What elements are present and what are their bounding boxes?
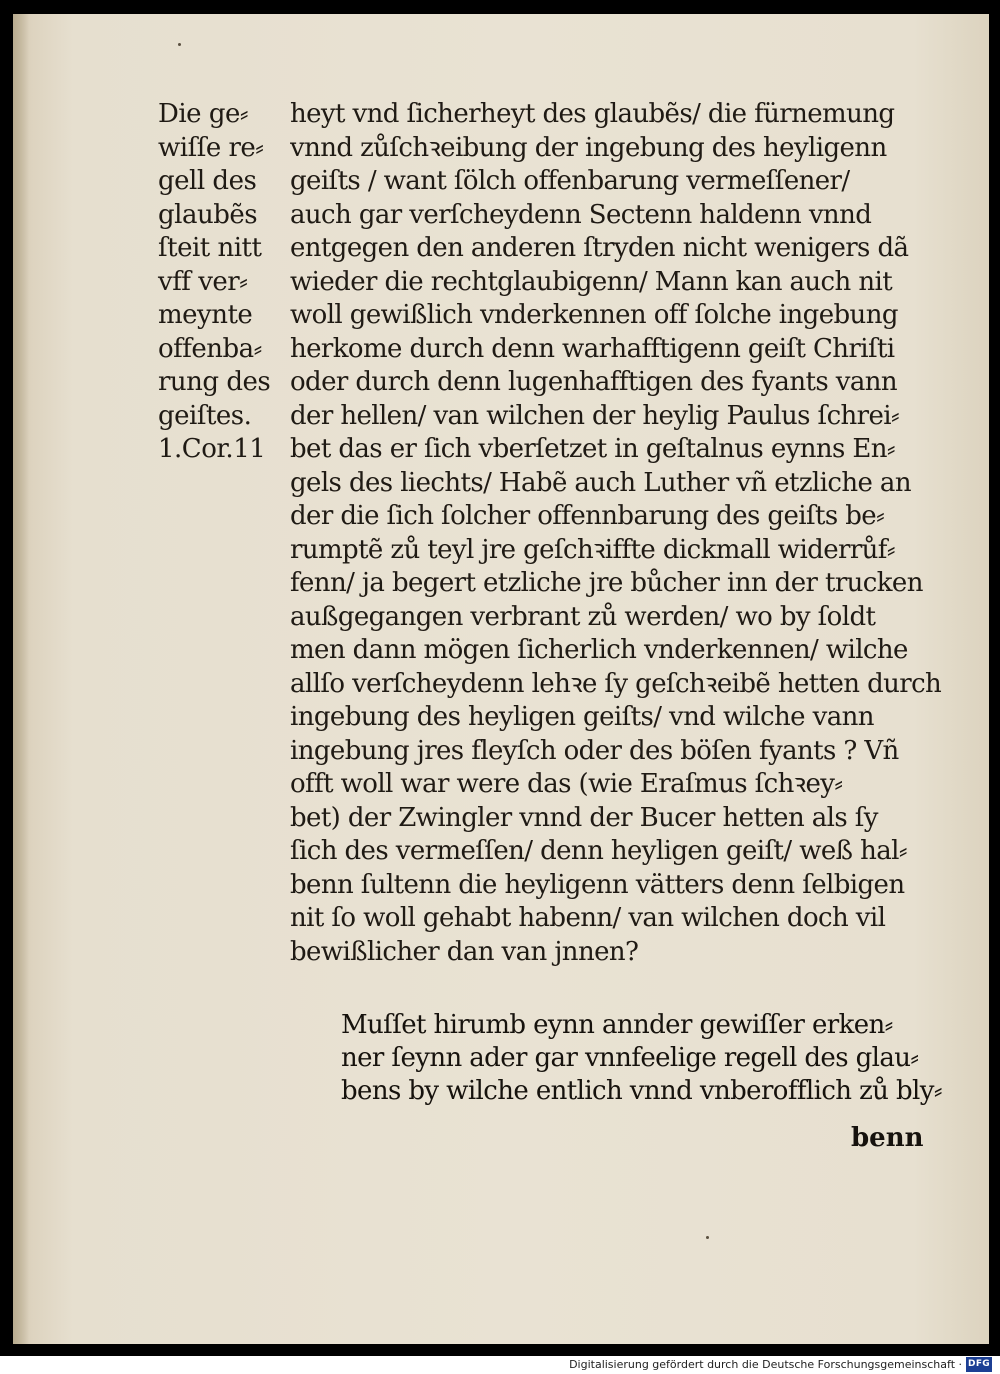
text-line: nit ſo woll gehabt habenn/ van wilchen doch vil [290,903,886,933]
text-line: heyt vnd ſicherheyt des glaubẽs/ die fürnemung [290,99,895,129]
gutter-shade [13,14,29,1344]
margin-note-line: ſteit nitt [158,233,262,263]
catchword: benn [851,1123,924,1153]
footer-credit: Digitalisierung gefördert durch die Deutsche Forschungsgemeinschaft · [569,1358,962,1371]
margin-note-line: meynte [158,300,253,330]
heading-line: Muſſet hirumb eynn annder gewiſſer erken⸗ [341,1010,893,1040]
text-line: bet das er ſich vberſetzet in geſtalnus eynns En⸗ [290,434,895,464]
margin-note-line: 1.Cor.11 [158,434,266,464]
book-page [13,14,989,1344]
margin-note-line: glaubẽs [158,199,258,230]
margin-note-line: vff ver⸗ [158,266,248,297]
margin-note-line: geiſtes. [158,400,252,431]
text-line: entgegen den anderen ſtryden nicht wenigers dã [290,233,909,263]
text-line: wieder die rechtglaubigenn/ Mann kan auch nit [290,266,893,297]
text-line: herkome durch denn warhafftigenn geiſt Chriſti [290,333,895,364]
text-line: bewißlicher dan van jnnen? [290,936,639,967]
margin-note-line: wiſſe re⸗ [158,132,264,163]
text-line: der hellen/ van wilchen der heylig Paulus ſchrei⸗ [290,400,900,431]
heading-line: ner ſeynn ader gar vnnfeelige regell des glau⸗ [341,1043,919,1073]
margin-note-line: Die ge⸗ [158,99,249,129]
text-line: bet) der Zwingler vnnd der Bucer hetten als ſy [290,802,878,833]
body-text [290,98,960,969]
text-line: geiſts / want ſölch offenbarung vermeſſener/ [290,166,850,196]
text-line: rumptẽ zů teyl jre geſchꝛiffte dickmall widerrůf⸗ [290,534,895,565]
text-line: fenn/ ja begert etzliche jre bůcher inn der trucken [290,568,923,598]
heading-paragraph [341,1009,961,1108]
text-line: ingebung des heyligen geiſts/ vnd wilche vann [290,702,874,732]
text-line: benn ſultenn die heyligenn vätters denn ſelbigen [290,869,905,900]
heading-line: bens by wilche entlich vnnd vnberofflich zů bly⸗ [341,1076,942,1106]
text-line: allſo verſcheydenn lehꝛe ſy geſchꝛeibẽ hetten durch [290,668,942,699]
paper-speck [706,1236,709,1239]
text-line: ſich des vermeſſen/ denn heyligen geiſt/ weß hal⸗ [290,836,907,866]
dfg-logo-icon: DFG [966,1357,992,1372]
text-line: woll gewißlich vnderkennen off ſolche ingebung [290,300,898,330]
text-line: gels des liechts/ Habẽ auch Luther vñ etzliche an [290,467,911,498]
margin-note-line: offenba⸗ [158,333,262,364]
text-line: der die ſich ſolcher offennbarung des geiſts be⸗ [290,501,885,531]
paper-speck [178,43,181,46]
margin-note [158,98,288,467]
text-line: außgegangen verbrant zů werden/ wo by ſoldt [290,601,876,632]
margin-note-line: rung des [158,367,271,397]
text-line: oder durch denn lugenhafftigen des fyants vann [290,367,898,397]
text-line: vnnd zůſchꝛeibung der ingebung des heyligenn [290,132,887,163]
text-line: offt woll war were das (wie Eraſmus ſchꝛey⸗ [290,769,843,799]
text-line: auch gar verſcheydenn Sectenn haldenn vnnd [290,199,872,230]
text-line: men dann mögen ſicherlich vnderkennen/ wilche [290,635,908,665]
margin-note-line: gell des [158,166,257,196]
text-line: ingebung jres fleyſch oder des böſen fyants ? Vñ [290,735,899,766]
